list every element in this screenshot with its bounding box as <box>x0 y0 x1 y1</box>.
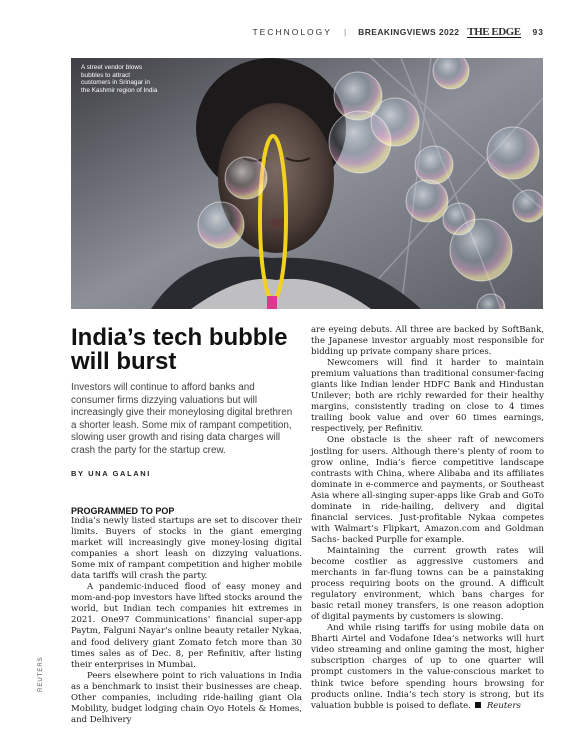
article-photo <box>71 58 543 309</box>
end-square-icon <box>475 702 481 708</box>
running-header <box>252 24 544 40</box>
byline: BY UNA GALANI <box>71 469 151 478</box>
end-mark <box>471 701 521 711</box>
body-paragraph: One obstacle is the sheer raft of newcomers jostling for users. Although there’s plenty of room to grow online, India’s fierce competitive landscape contrasts with China, where Alibaba and its affiliates dominate in e-commerce and payments, or Southeast Asia where all-singing super-apps like Grab and GoTo dominate in ride-hailing, delivery and digital financial services. Just-profitable Nykaa competes with Walmart’s Flipkart, Amazon.com and Goldman Sachs- backed Purplle for example. <box>311 435 544 545</box>
body-paragraph: India’s newly listed startups are set to discover their limits. Buyers of stocks in the giant emerging market will increasingly give money-losing digital companies a short leash on dizzying valuations. Some mix of rampant competition and higher mobile data tariffs will crash the party. <box>71 516 302 582</box>
sign-off: Reuters <box>486 700 521 711</box>
photo-credit: REUTERS <box>38 656 44 692</box>
section-label: TECHNOLOGY <box>252 27 332 37</box>
page-number: 93 <box>532 27 544 37</box>
publication-name: BREAKINGVIEWS 2022 <box>358 27 460 37</box>
body-column-right <box>311 325 544 712</box>
article-deck: Investors will continue to afford banks and consumer firms dizzying valuations but will increasingly give their moneylosing digital brethren a shorter leash. Some mix of rampant competition, slowing user growth and rising data charges will crash the party for the startup crew. <box>71 382 293 456</box>
body-paragraph: A pandemic-induced flood of easy money and mom-and-pop investors have lifted stocks around the world, but Indian tech companies hit extremes in 2021. One97 Communications’ financial super-app Paytm, Falguni Nayar’s online beauty retailer Nykaa, and food delivery giant Zomato fetch more than 30 times sales as of Dec. 8, per Refinitiv, after listing their enterprises in Mumbai. <box>71 582 302 670</box>
body-paragraph: Maintaining the current growth rates will become costlier as aggressive customers and merchants in far-flung towns can be a painstaking process requiring boots on the ground. A difficult regulatory environment, which bans charges for basic retail money transfers, is one reason adoption of digital payments by customers is slowing. <box>311 545 544 623</box>
photo-caption: A street vendor blows bubbles to attract customers in Srinagar in the Kashmir region of India <box>81 64 158 94</box>
article-title: India’s tech bubble will burst <box>71 324 288 375</box>
bubble-vendor-illustration <box>71 58 543 309</box>
final-paragraph <box>311 623 544 711</box>
body-paragraph: are eyeing debuts. All three are backed by SoftBank, the Japanese investor arguably most responsible for bidding up private company share prices. <box>311 325 544 358</box>
body-paragraph: Peers elsewhere point to rich valuations in India as a benchmark to insist their businesses are cheap. Other companies, including ride-hailing giant Ola Mobility, budget lodging chain Oyo Hotels & Homes, and Delhivery <box>71 670 302 725</box>
section-subhead: PROGRAMMED TO POP <box>71 506 175 516</box>
final-paragraph-text: And while rising tariffs for using mobile data on Bharti Airtel and Vodafone Idea’s networks will hurt video streaming and online gaming the most, higher subscription charges of up to one quarter will prompt customers in the value-conscious market to think twice before spending hours browsing for products online. India’s tech story is strong, but its valuation bubble is poised to deflate. <box>311 623 544 711</box>
body-column-left <box>71 516 302 726</box>
the-edge-logo: THE EDGE <box>467 25 521 38</box>
body-paragraph: Newcomers will find it harder to maintain premium valuations than traditional consumer-facing giants like Indian lender HDFC Bank and Hindustan Unilever; both are richly rewarded for their healthy margins, consistently trading on close to 4 times trailing book value and over 60 times earnings, respectively, per Refinitiv. <box>311 358 544 435</box>
header-separator: | <box>343 27 347 37</box>
